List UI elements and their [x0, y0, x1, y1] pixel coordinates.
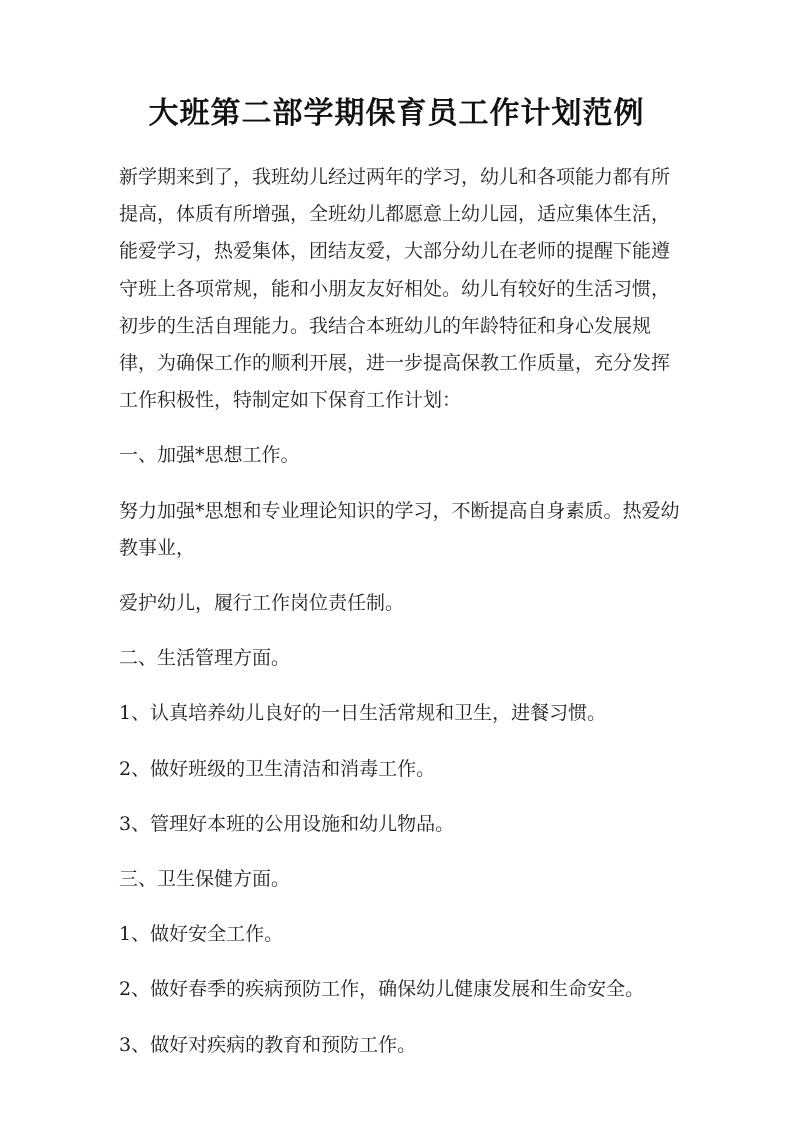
section-heading-1: 一、加强*思想工作。 — [119, 444, 300, 467]
paragraph-study: 努力加强*思想和专业理论知识的学习，不断提高自身素质。热爱幼教事业， — [119, 499, 680, 559]
document-title: 大班第二部学期保育员工作计划范例 — [148, 96, 645, 131]
list-item: 2、做好班级的卫生清洁和消毒工作。 — [119, 757, 436, 780]
list-item: 3、管理好本班的公用设施和幼儿物品。 — [119, 812, 455, 835]
section-heading-3: 三、卫生保健方面。 — [119, 868, 291, 891]
list-item: 1、做好安全工作。 — [119, 923, 284, 946]
intro-paragraph: 新学期来到了，我班幼儿经过两年的学习，幼儿和各项能力都有所提高，体质有所增强，全班幼儿都愿意上幼儿园，适应集体生活，能爱学习，热爱集体，团结友爱，大部分幼儿在老师的提醒下能遵守班上各项常规，能和小朋友友好相处。幼儿有较好的生活习惯，初步的生活自理能力。我结合本班幼儿的年龄特征和身心发展规律，为确保工作的顺利开展，进一步提高保教工作质量，充分发挥工作积极性，特制定如下保育工作计划： — [119, 166, 671, 412]
section-heading-2: 二、生活管理方面。 — [119, 647, 291, 670]
list-item: 1、认真培养幼儿良好的一日生活常规和卫生，进餐习惯。 — [119, 702, 607, 725]
list-item: 3、做好对疾病的教育和预防工作。 — [119, 1033, 417, 1056]
list-item: 2、做好春季的疾病预防工作，确保幼儿健康发展和生命安全。 — [119, 978, 645, 1001]
document-body — [119, 159, 685, 1064]
paragraph-care: 爱护幼儿，履行工作岗位责任制。 — [119, 592, 405, 615]
